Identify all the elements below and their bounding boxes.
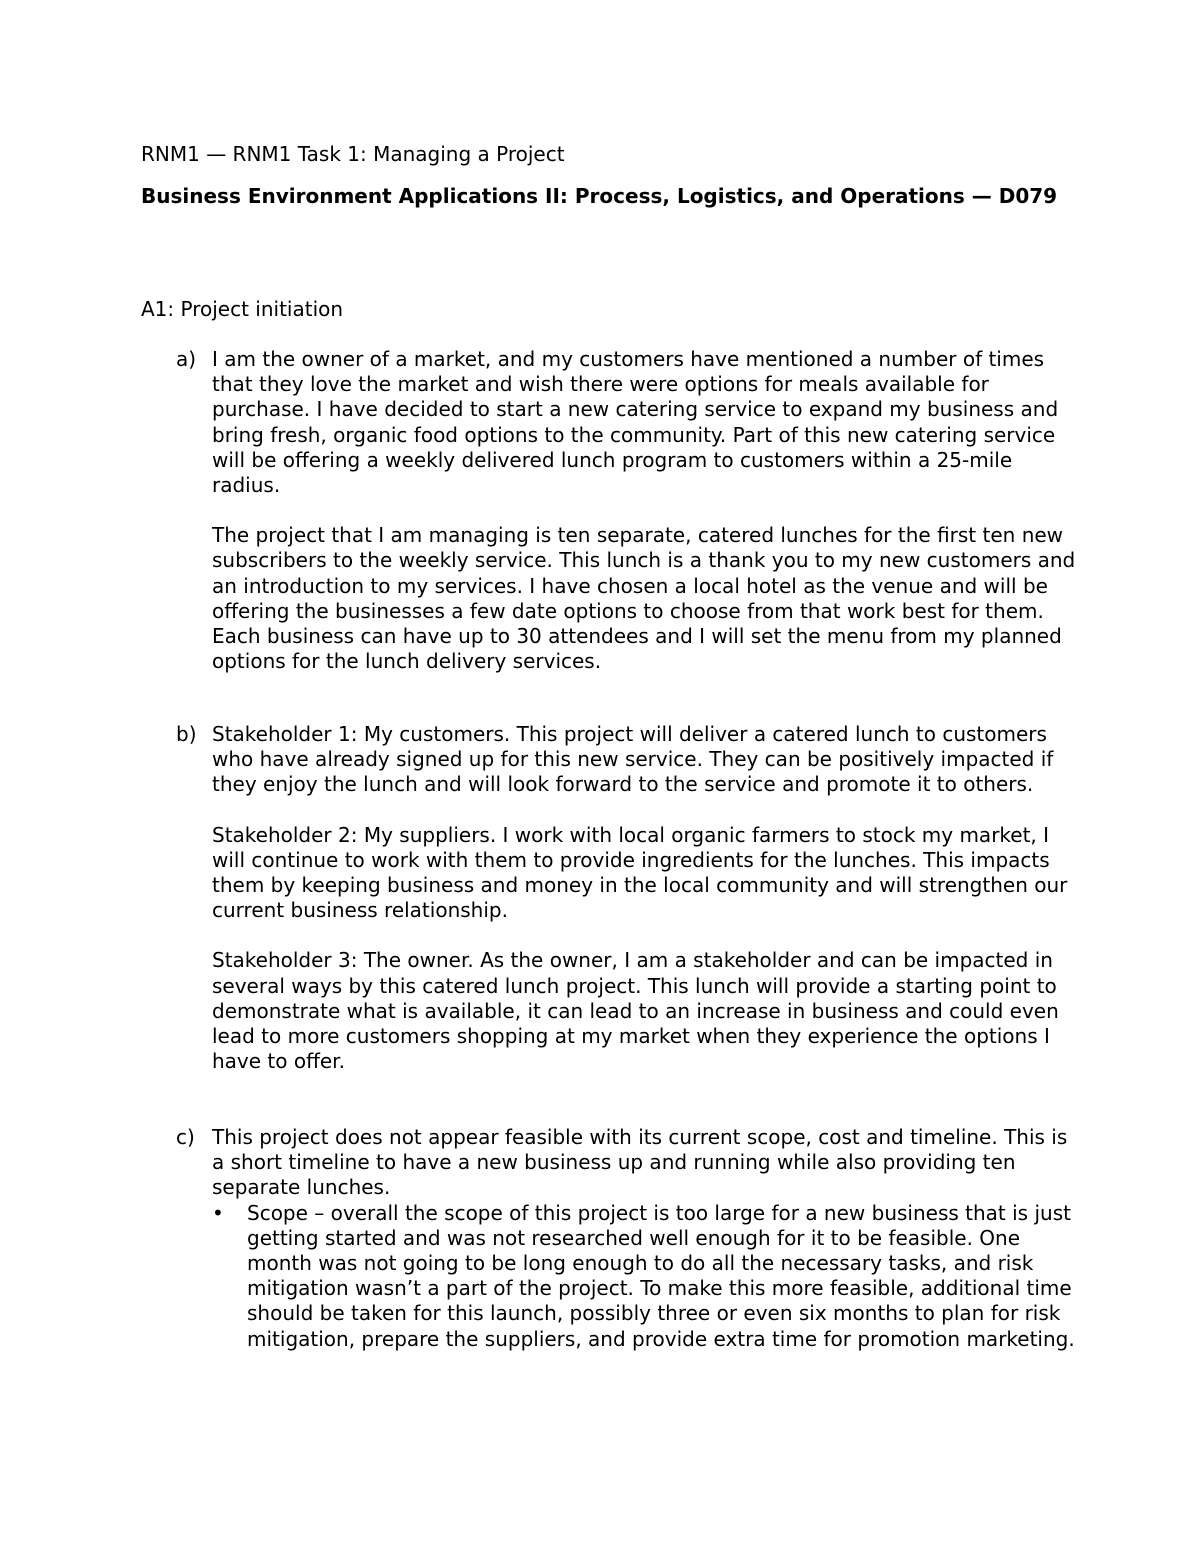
bullet-glyph: • [212,1200,224,1225]
list-marker-a: a) [176,347,197,371]
list-item-b-body [212,722,1076,1074]
list-item-a-body [212,347,1076,674]
section-heading: A1: Project initiation [141,297,344,321]
list-item-b [141,722,1076,1074]
list-item-c-body [212,1125,1076,1352]
paragraph-market-catering: I am the owner of a market, and my customers have mentioned a number of times that they love the market and wish there were options for meals available for purchase. I have decided to start a new catering service to expand my business and bring fresh, organic food options to the community. Part of this new catering service will be offering a weekly delivered lunch program to customers within a 25-mile radius. [212,347,1059,498]
course-title: Business Environment Applications II: Process, Logistics, and Operations — D079 [141,184,1058,208]
paragraph-stakeholder-2: Stakeholder 2: My suppliers. I work with local organic farmers to stock my market, I will continue to work with them to provide ingredients for the lunches. This impacts them by keeping business and money in the local community and will strengthen our current business relationship. [212,822,1068,923]
bullet-text-scope: Scope – overall the scope of this project is too large for a new business that is just getting started and was not researched well enough for it to be feasible. One month was not going to be long enough to do all the necessary tasks, and risk mitigation wasn’t a part of the project. To make this more feasible, additional time should be taken for this launch, possibly three or even six months to plan for risk mitigation, prepare the suppliers, and provide extra time for promotion marketing. [247,1200,1075,1351]
document-subtitle: RNM1 — RNM1 Task 1: Managing a Project [141,142,565,166]
paragraph-project-description: The project that I am managing is ten separate, catered lunches for the first ten new subscribers to the weekly service. This lunch is a thank you to my new customers and an introduction to my services. I have chosen a local hotel as the venue and will be offering the businesses a few date options to choose from that work best for them. Each business can have up to 30 attendees and I will set the menu from my planned options for the lunch delivery services. [212,523,1076,674]
list-marker-b: b) [176,722,197,746]
feasibility-bullet-list [212,1201,1076,1352]
list-item-a [141,347,1076,674]
list-item-c [141,1125,1076,1352]
list-marker-c: c) [176,1125,195,1149]
paragraph-stakeholder-1: Stakeholder 1: My customers. This project will deliver a catered lunch to customers who have already signed up for this new service. They can be positively impacted if they enjoy the lunch and will look forward to the service and promote it to others. [212,722,1054,797]
paragraph-feasibility: This project does not appear feasible with its current scope, cost and timeline. This is a short timeline to have a new business up and running while also providing ten separate lunches. [212,1125,1068,1200]
paragraph-stakeholder-3: Stakeholder 3: The owner. As the owner, I am a stakeholder and can be impacted in several ways by this catered lunch project. This lunch will provide a starting point to demonstrate what is available, it can lead to an increase in business and could even lead to more customers shopping at my market when they experience the options I have to offer. [212,948,1059,1074]
bullet-item-scope [212,1201,1076,1352]
